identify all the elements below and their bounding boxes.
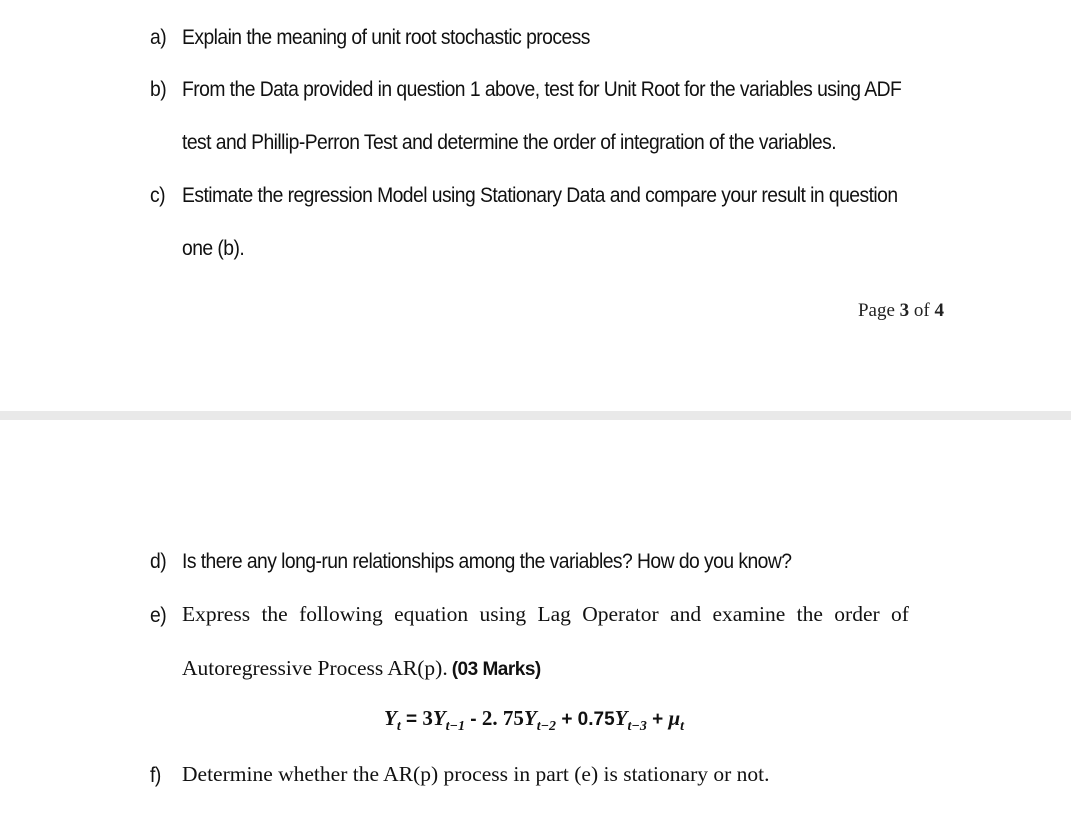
eq-error: μ (668, 706, 681, 730)
marks-badge: (03 Marks) (451, 659, 541, 680)
eq-t1-var: Y (432, 706, 446, 730)
eq-t1-coef: 3 (422, 706, 433, 730)
eq-equals: = (405, 709, 418, 730)
question-e-line-2-text: Autoregressive Process AR(p). (182, 656, 448, 680)
eq-op2: + (561, 709, 573, 730)
question-b-line-1: From the Data provided in question 1 above, test for Unit Root for the variables using ADF (182, 78, 902, 101)
question-c-line-2: one (b). (182, 237, 245, 260)
item-label-c: c) (150, 184, 165, 207)
eq-t3-var: Y (614, 706, 628, 730)
page-of: of (913, 300, 930, 321)
question-c-line-1: Estimate the regression Model using Stationary Data and compare your result in question (182, 184, 898, 207)
item-label-e: e) (150, 604, 167, 627)
eq-t2-sub: t−2 (536, 719, 557, 734)
eq-t2-var: Y (523, 706, 537, 730)
ar-equation (384, 706, 684, 735)
item-label-f: f) (150, 764, 161, 787)
item-label-b: b) (150, 78, 167, 101)
question-f-text: Determine whether the AR(p) process in part (e) is stationary or not. (182, 762, 770, 786)
eq-lhs-sub: t (396, 719, 401, 734)
question-e-line-2 (182, 656, 541, 681)
eq-error-sub: t (680, 719, 685, 734)
eq-op3: + (652, 709, 664, 730)
page-prefix: Page (857, 300, 895, 321)
question-d-text: Is there any long-run relationships among the variables? How do you know? (182, 550, 792, 573)
question-e-line-1: Express the following equation using Lag Operator and examine the order of (182, 602, 909, 626)
item-label-a: a) (150, 26, 167, 49)
page-total: 4 (934, 300, 944, 321)
eq-t1-sub: t−1 (445, 719, 466, 734)
page-number (858, 300, 944, 322)
question-a-text: Explain the meaning of unit root stochastic process (182, 26, 590, 49)
eq-t2-coef: 2. 75 (481, 706, 524, 730)
eq-t3-sub: t−3 (627, 719, 647, 734)
eq-lhs: Y (384, 706, 397, 730)
eq-op1: - (470, 709, 477, 730)
page-divider (0, 411, 1071, 420)
eq-t3-coef: 0.75 (577, 709, 615, 730)
page-current: 3 (899, 300, 910, 321)
item-label-d: d) (150, 550, 167, 573)
question-b-line-2: test and Phillip-Perron Test and determine the order of integration of the variables. (182, 131, 837, 154)
